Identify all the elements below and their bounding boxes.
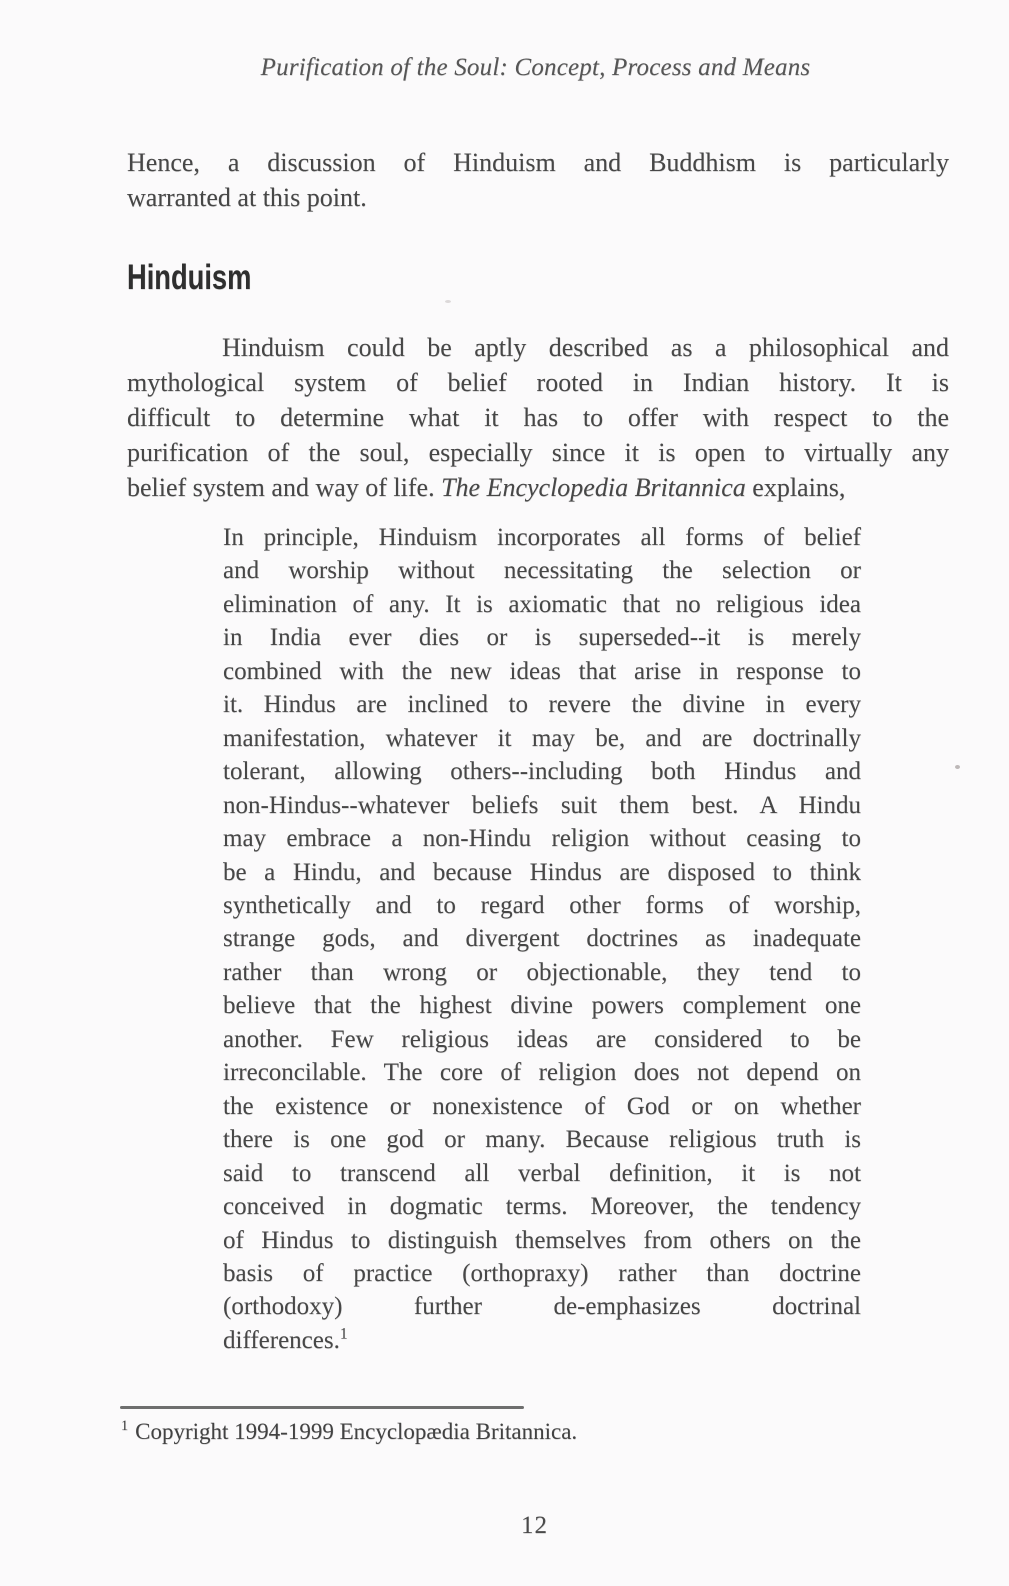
page-number: 12 [521,1512,548,1539]
paragraph-line: purification of the soul, especially since it is open to virtually any [127,438,949,467]
scan-speck [955,765,960,769]
paragraph-text: explains, [745,473,846,502]
quote-line: synthetically and to regard other forms of worship, [223,891,861,919]
quote-line: elimination of any. It is axiomatic that no religious idea [223,590,861,618]
footnote-text: Copyright 1994-1999 Encyclopædia Britannica. [135,1419,578,1444]
paragraph-line [127,470,949,505]
quote-text: differences. [223,1326,340,1354]
quote-line: in India ever dies or is superseded--it is merely [223,624,861,652]
paragraph-line: mythological system of belief rooted in Indian history. It is [127,368,949,397]
footnote-reference: 1 [339,1325,348,1343]
paragraph-line: Hinduism could be aptly described as a philosophical and [222,333,949,362]
section-heading-hinduism: Hinduism [127,258,252,297]
running-header: Purification of the Soul: Concept, Process and Means [260,54,811,81]
quote-line: there is one god or many. Because religious truth is [223,1126,861,1154]
quote-line: said to transcend all verbal definition, it is not [223,1159,861,1187]
lead-paragraph [127,330,949,505]
quote-line: conceived in dogmatic terms. Moreover, the tendency [223,1193,861,1221]
quote-line: irreconcilable. The core of religion does not depend on [223,1059,861,1087]
paragraph-line: Hence, a discussion of Hinduism and Buddhism is particularly [127,148,949,177]
quote-line: it. Hindus are inclined to revere the divine in every [223,691,861,719]
quote-line: be a Hindu, and because Hindus are disposed to think [223,858,861,886]
quote-line: the existence or nonexistence of God or on whether [223,1092,861,1120]
footnote-marker: 1 [121,1418,129,1435]
paragraph-line: warranted at this point. [127,183,367,212]
quote-line: believe that the highest divine powers complement one [223,992,861,1020]
paragraph-line: difficult to determine what it has to offer with respect to the [127,403,949,432]
block-quote [223,521,861,1357]
quote-line: manifestation, whatever it may be, and are doctrinally [223,724,861,752]
quote-line [223,1324,861,1357]
quote-line: rather than wrong or objectionable, they tend to [223,958,861,986]
quote-line: non-Hindus--whatever beliefs suit them best. A Hindu [223,791,861,819]
quote-line: (orthodoxy) further de-emphasizes doctrinal [223,1293,861,1321]
intro-paragraph [127,145,949,215]
quote-line: another. Few religious ideas are considered to be [223,1025,861,1053]
book-title-italic: The Encyclopedia Britannica [441,473,746,502]
quote-line: may embrace a non-Hindu religion without ceasing to [223,825,861,853]
scan-speck [445,300,451,303]
quote-line: basis of practice (orthopraxy) rather than doctrine [223,1259,861,1287]
quote-line: strange gods, and divergent doctrines as inadequate [223,925,861,953]
quote-line: and worship without necessitating the selection or [223,557,861,585]
footnote [121,1419,577,1445]
quote-line: combined with the new ideas that arise in response to [223,657,861,685]
quote-line: of Hindus to distinguish themselves from others on the [223,1226,861,1254]
quote-line: In principle, Hinduism incorporates all forms of belief [223,524,861,551]
paragraph-text: belief system and way of life. [127,473,442,502]
quote-line: tolerant, allowing others--including both Hindus and [223,758,861,786]
footnote-divider [120,1406,524,1409]
